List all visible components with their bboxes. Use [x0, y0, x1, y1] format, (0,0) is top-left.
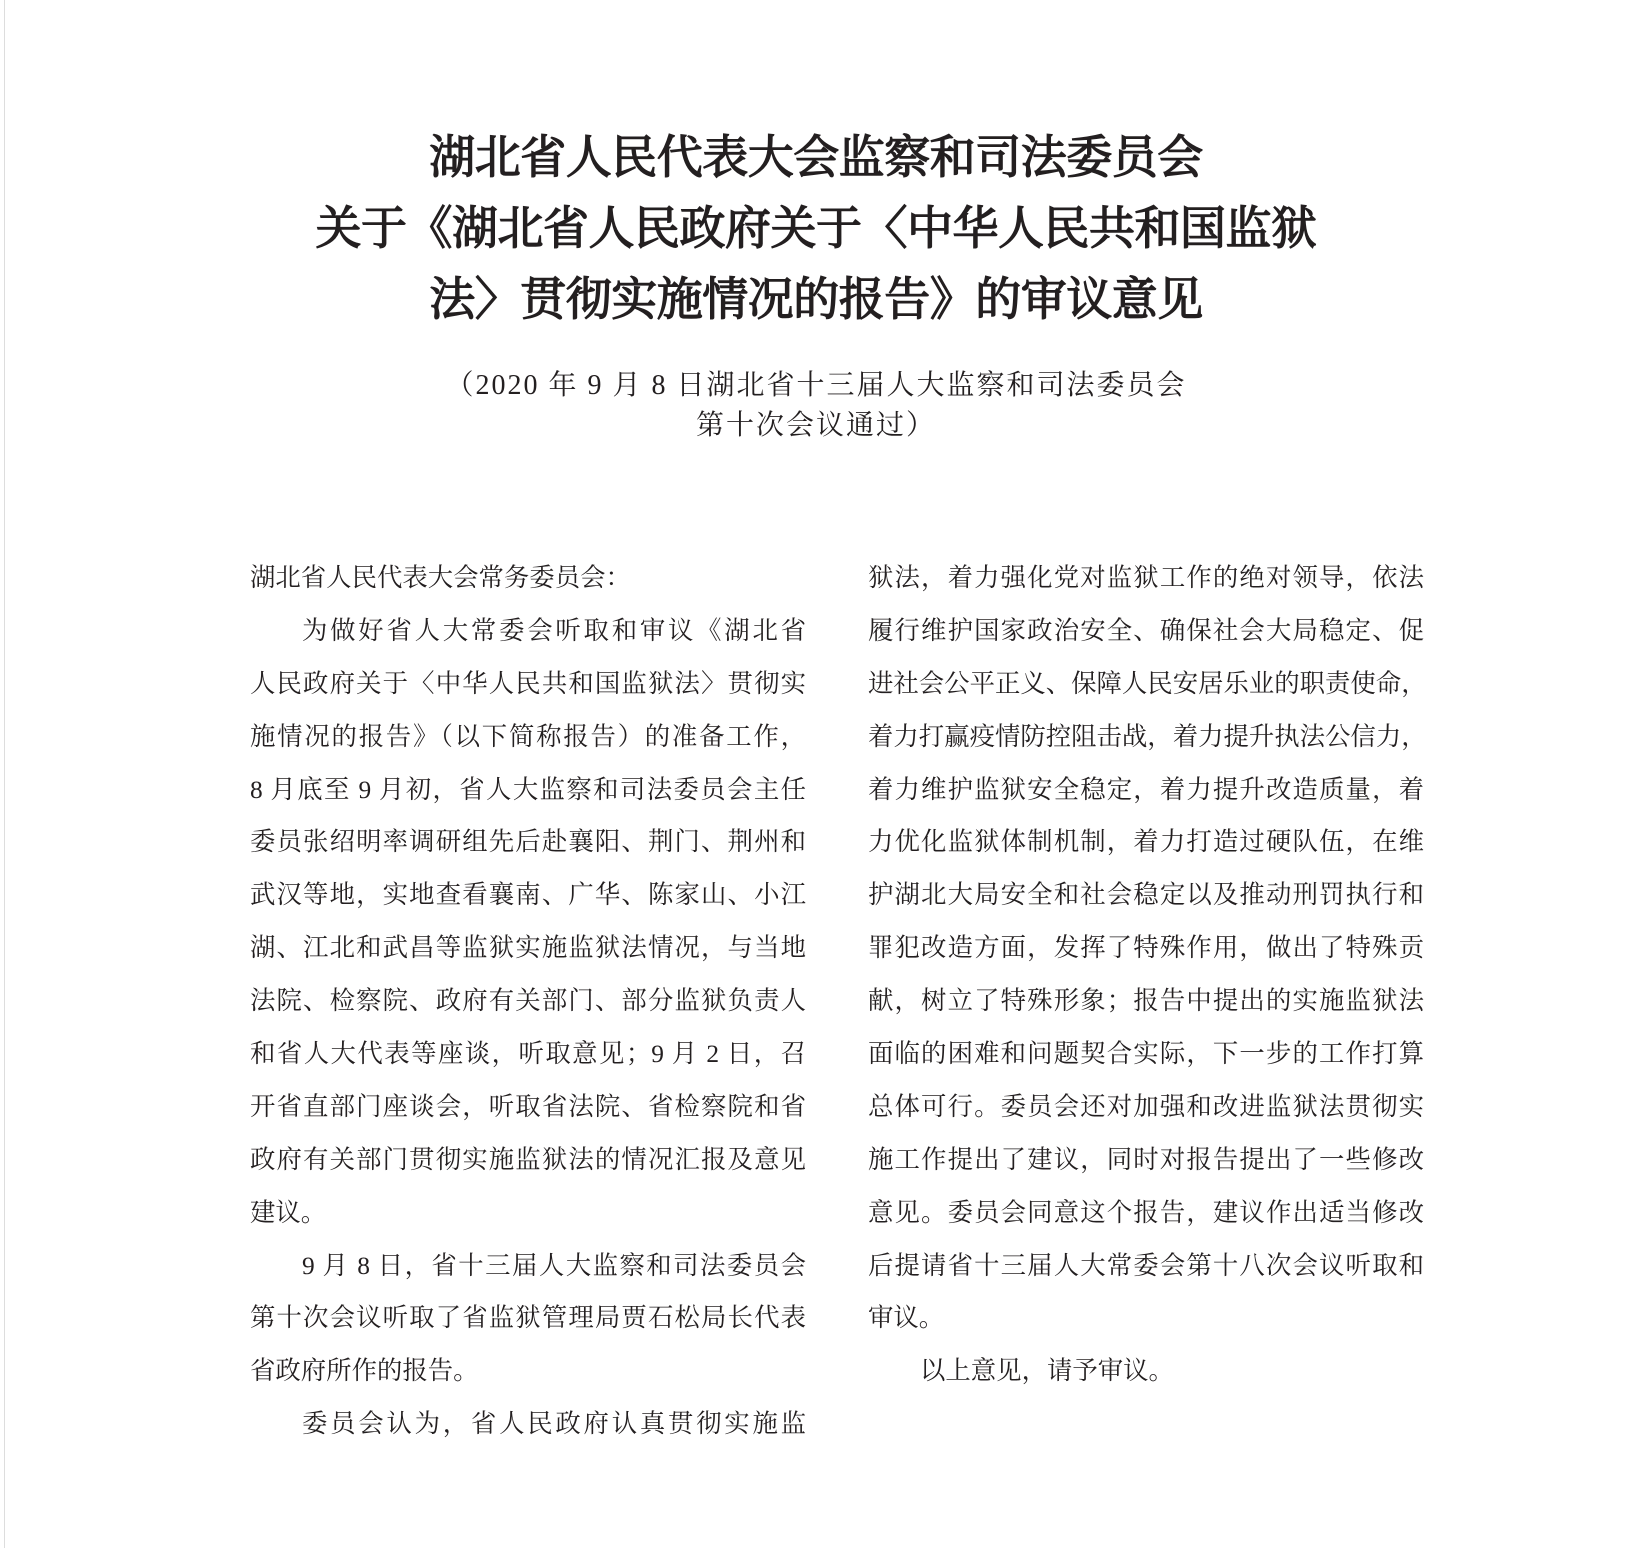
closing-line: 以上意见，请予审议。	[920, 1357, 1174, 1386]
body-line: 和省人大代表等座谈，听取意见；9 月 2 日，召	[250, 1040, 806, 1069]
subtitle-line: 第十次会议通过）	[695, 410, 936, 441]
title-line: 法〉贯彻实施情况的报告》的审议意见	[429, 272, 1203, 326]
body-line: 施情况的报告》（以下简称报告）的准备工作，	[250, 722, 806, 751]
body-line: 9 月 8 日，省十三届人大监察和司法委员会	[302, 1251, 806, 1280]
body-line: 湖、江北和武昌等监狱实施监狱法情况，与当地	[250, 934, 806, 963]
body-line: 省政府所作的报告。	[250, 1357, 479, 1386]
body-line: 人民政府关于〈中华人民共和国监狱法〉贯彻实	[250, 669, 806, 698]
body-line: 审议。	[868, 1304, 945, 1333]
body-line: 罪犯改造方面，发挥了特殊作用，做出了特殊贡	[868, 934, 1424, 963]
body-line: 开省直部门座谈会，听取省法院、省检察院和省	[250, 1092, 806, 1121]
title-line: 关于《湖北省人民政府关于〈中华人民共和国监狱	[315, 201, 1317, 255]
body-line: 总体可行。委员会还对加强和改进监狱法贯彻实	[868, 1092, 1424, 1121]
body-line: 武汉等地，实地查看襄南、广华、陈家山、小江	[250, 881, 806, 910]
subtitle-line: （2020 年 9 月 8 日湖北省十三届人大监察和司法委员会	[445, 370, 1187, 401]
body-line: 护湖北大局安全和社会稳定以及推动刑罚执行和	[868, 881, 1424, 910]
body-line: 力优化监狱体制机制，着力打造过硬队伍，在维	[868, 828, 1424, 857]
body-line: 意见。委员会同意这个报告，建议作出适当修改	[868, 1198, 1424, 1227]
body-column-left	[250, 552, 806, 1451]
salutation: 湖北省人民代表大会常务委员会：	[250, 564, 631, 592]
body-line: 第十次会议听取了省监狱管理局贾石松局长代表	[250, 1304, 806, 1333]
body-line: 8 月底至 9 月初，省人大监察和司法委员会主任	[250, 775, 806, 804]
body-line: 为做好省人大常委会听取和审议《湖北省	[302, 616, 806, 645]
body-line: 法院、检察院、政府有关部门、部分监狱负责人	[250, 987, 806, 1016]
body-line: 履行维护国家政治安全、确保社会大局稳定、促	[868, 616, 1424, 645]
body-line: 建议。	[250, 1198, 327, 1227]
body-line: 施工作提出了建议，同时对报告提出了一些修改	[868, 1145, 1424, 1174]
body-line: 献，树立了特殊形象；报告中提出的实施监狱法	[868, 987, 1424, 1016]
title-line: 湖北省人民代表大会监察和司法委员会	[429, 130, 1203, 184]
body-line: 委员张绍明率调研组先后赴襄阳、荆门、荆州和	[250, 828, 806, 857]
body-line: 政府有关部门贯彻实施监狱法的情况汇报及意见	[250, 1145, 806, 1174]
body-line: 狱法，着力强化党对监狱工作的绝对领导，依法	[868, 564, 1424, 592]
body-line: 着力维护监狱安全稳定，着力提升改造质量，着	[868, 775, 1424, 804]
body-line: 着力打赢疫情防控阻击战，着力提升执法公信力，	[868, 722, 1427, 751]
body-line: 面临的困难和问题契合实际，下一步的工作打算	[868, 1040, 1424, 1069]
document-title	[0, 122, 1632, 335]
body-line: 委员会认为，省人民政府认真贯彻实施监	[302, 1410, 806, 1439]
body-line: 进社会公平正义、保障人民安居乐业的职责使命，	[868, 669, 1427, 698]
body-column-right	[868, 552, 1427, 1398]
document-subtitle	[0, 366, 1632, 446]
body-line: 后提请省十三届人大常委会第十八次会议听取和	[868, 1251, 1424, 1280]
